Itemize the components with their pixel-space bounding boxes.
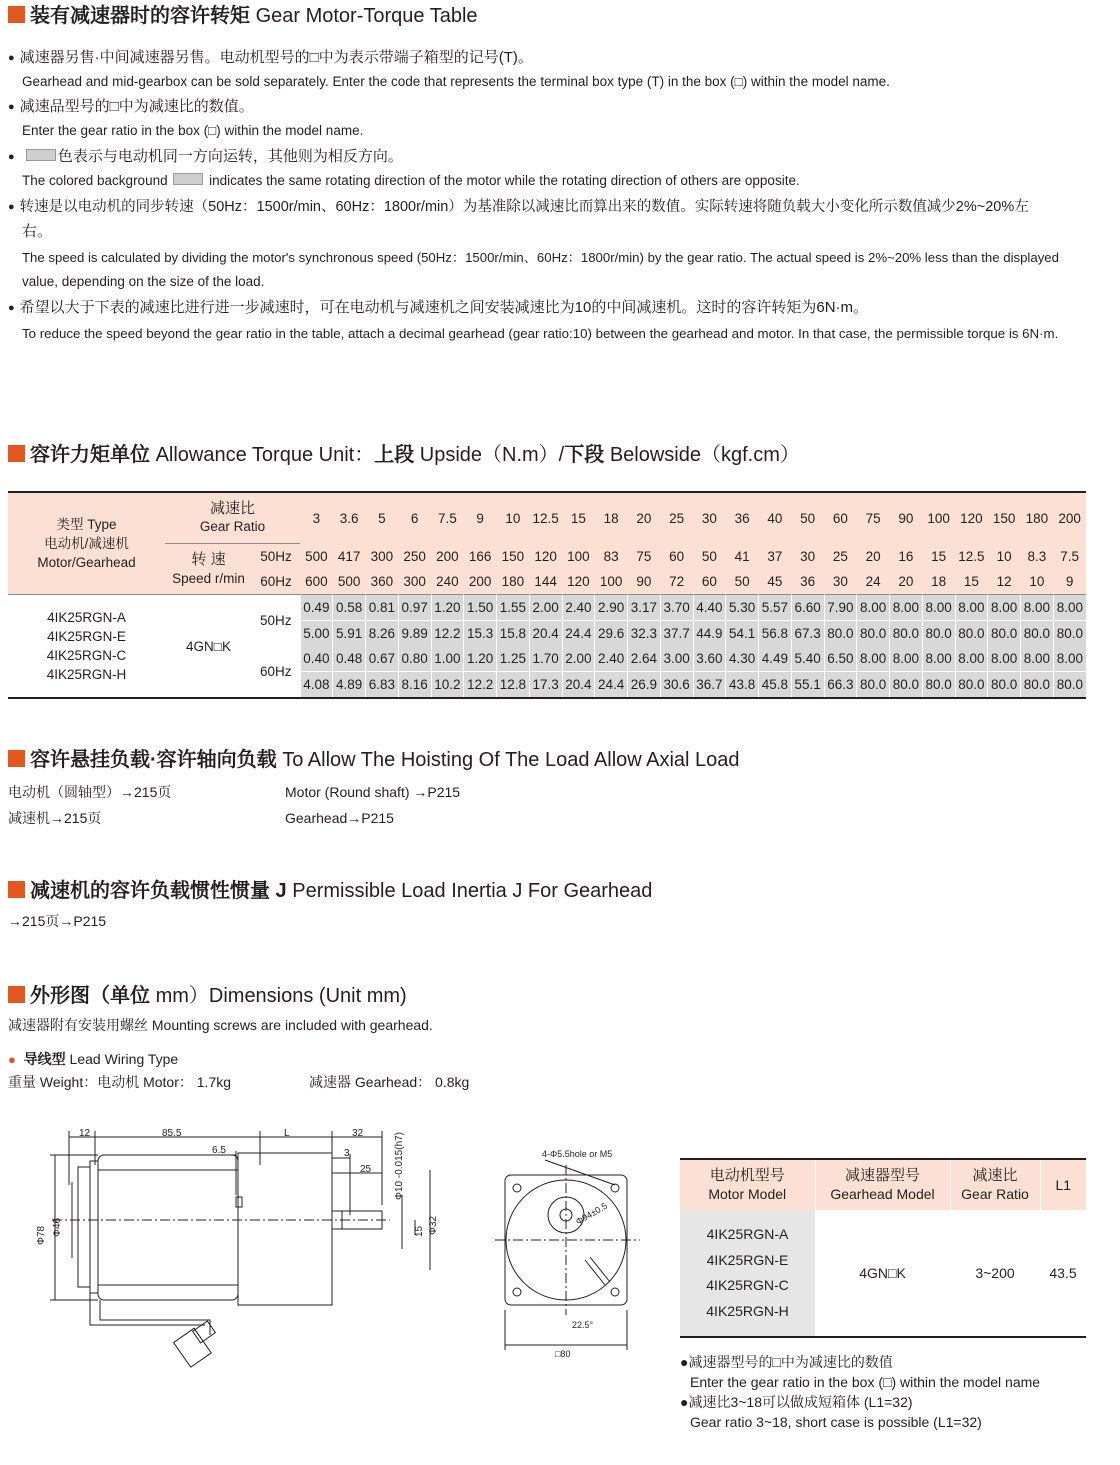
torque-cell: 5.57 [759,595,792,621]
torque-cell: 4.30 [726,646,759,672]
torque-cell: 17.3 [529,672,562,699]
torque-cell: 8.00 [1021,646,1054,672]
load-title: 容许悬挂负载·容许轴向负载 To Allow The Hoisting Of The Load Allow Axial Load [8,748,740,772]
dim-15-label: 15 [414,1225,425,1237]
ratio-cell: 10 [497,492,530,544]
torque-cell: 0.97 [398,595,431,621]
torque-cell: 8.00 [988,646,1021,672]
dim-phi78-label: Φ78 [36,1225,47,1245]
torque-cell: 8.00 [922,595,955,621]
torque-cell: 6.50 [824,646,857,672]
speed-cell: 60 [660,544,693,570]
torque-cell: 37.7 [660,621,693,647]
same-direction-swatch [26,149,56,161]
gear-ref-cn: 减速机→215页 [8,810,102,826]
torque-cell: 8.00 [1021,595,1054,621]
l1-value: 43.5 [1040,1210,1086,1337]
torque-cell: 5.40 [791,646,824,672]
speed-cell: 12.5 [955,544,988,570]
ratio-cell: 18 [595,492,628,544]
speed-cell: 417 [333,544,366,570]
torque-cell: 24.4 [595,672,628,699]
type-header: 类型 Type 电动机/减速机 Motor/Gearhead [8,492,165,595]
torque-cell: 66.3 [824,672,857,699]
speed-cell: 240 [431,569,464,595]
dim-phi32-label: Φ32 [428,1215,439,1235]
ratio-cell: 12.5 [529,492,562,544]
torque-cell: 1.20 [431,595,464,621]
freq-50hz-label: 50Hz [252,544,300,570]
note-5-cn: ● 希望以大于下表的减速比进行进一步减速时，可在电动机与减速机之间安装减速比为10的中间减速机。这时的容许转矩为6N·m。 [8,298,868,318]
torque-cell: 55.1 [791,672,824,699]
speed-cell: 72 [660,569,693,595]
torque-cell: 0.48 [333,646,366,672]
torque-cell: 80.0 [1021,672,1054,699]
torque-cell: 80.0 [1053,621,1086,647]
torque-cell: 0.49 [300,595,333,621]
speed-cell: 300 [366,544,399,570]
speed-cell: 37 [759,544,792,570]
freq-60hz-label: 60Hz [252,569,300,595]
weight-gearhead: 减速器 Gearhead： 0.8kg [309,1074,470,1090]
gearhead-model-header: 减速器型号 Gearhead Model [815,1159,950,1210]
torque-cell: 2.64 [628,646,661,672]
torque-cell: 1.25 [497,646,530,672]
torque-cell: 8.00 [955,595,988,621]
motor-ref-en: Motor (Round shaft) →P215 [285,784,461,800]
torque-cell: 80.0 [1053,672,1086,699]
ratio-cell: 15 [562,492,595,544]
note-3-en: The colored background indicates the same rotating direction of the motor while the rotating direction of others are opposite. [22,173,800,188]
note-4-en-cont: value, depending on the size of the load. [22,274,265,289]
torque-cell: 0.67 [366,646,399,672]
torque-cell: 8.26 [366,621,399,647]
note-4-cn: ● 转速是以电动机的同步转速（50Hz：1500r/min、60Hz：1800r/min）为基准除以减速比而算出来的数值。实际转速将随负载大小变化所示数值减少2%~20%左 [8,197,1029,217]
dim-L-label: L [284,1128,290,1139]
ratio-cell: 30 [693,492,726,544]
speed-cell: 90 [628,569,661,595]
torque-cell: 3.70 [660,595,693,621]
inertia-ref: →215页→P215 [8,913,107,929]
square-80-label: □80 [555,1349,571,1359]
speed-cell: 250 [398,544,431,570]
torque-cell: 0.81 [366,595,399,621]
torque-cell: 15.8 [497,621,530,647]
torque-table [8,491,1086,699]
speed-cell: 20 [857,544,890,570]
torque-cell: 44.9 [693,621,726,647]
torque-cell: 8.00 [857,646,890,672]
torque-cell: 80.0 [890,672,923,699]
speed-cell: 8.3 [1021,544,1054,570]
note-3-cn: ● 色表示与电动机同一方向运转，其他则为相反方向。 [8,147,403,167]
speed-cell: 83 [595,544,628,570]
ratio-cell: 200 [1053,492,1086,544]
ratio-cell: 60 [824,492,857,544]
dim-6-5-label: 6.5 [212,1145,226,1156]
ratio-cell: 3 [300,492,333,544]
torque-cell: 0.40 [300,646,333,672]
ratio-cell: 5 [366,492,399,544]
same-direction-swatch [173,173,203,185]
torque-cell: 67.3 [791,621,824,647]
speed-cell: 144 [529,569,562,595]
torque-cell: 80.0 [857,621,890,647]
torque-cell: 32.3 [628,621,661,647]
note-1-cn: ● 减速器另售·中间减速器另售。电动机型号的□中为表示带端子箱型的记号(T)。 [8,48,533,68]
section-marker-icon [8,750,25,767]
ratio-cell: 90 [890,492,923,544]
torque-cell: 3.00 [660,646,693,672]
dim-32-label: 32 [352,1128,364,1139]
speed-cell: 18 [922,569,955,595]
section-marker-icon [8,881,25,898]
gear-ref-en: Gearhead→P215 [285,810,394,826]
torque-cell: 2.40 [595,646,628,672]
torque-cell: 12.8 [497,672,530,699]
phi94-label: Φ94±0.5 [574,1200,610,1227]
ratio-cell: 6 [398,492,431,544]
dim-note-1-cn: ●减速器型号的□中为减速比的数值 [680,1354,893,1370]
gear-ratio-value: 3~200 [950,1210,1040,1337]
speed-header: 转 速 Speed r/min [165,544,252,595]
dim-note-2-en: Gear ratio 3~18, short case is possible (L1=32) [690,1414,982,1430]
speed-cell: 30 [824,569,857,595]
speed-cell: 500 [333,569,366,595]
torque-cell: 8.00 [890,646,923,672]
torque-cell: 26.9 [628,672,661,699]
speed-cell: 10 [988,544,1021,570]
screws-note: 减速器附有安装用螺丝 Mounting screws are included with gearhead. [8,1017,433,1033]
dim-25-label: 25 [360,1164,372,1175]
motor-ref-cn: 电动机（圆轴型）→215页 [8,784,172,800]
torque-cell: 4.08 [300,672,333,699]
torque-cell: 6.83 [366,672,399,699]
torque-cell: 1.55 [497,595,530,621]
torque-cell: 4.49 [759,646,792,672]
torque-cell: 10.2 [431,672,464,699]
speed-cell: 7.5 [1053,544,1086,570]
speed-cell: 360 [366,569,399,595]
torque-cell: 2.00 [562,646,595,672]
dim-note-1-en: Enter the gear ratio in the box (□) within the model name [690,1374,1041,1390]
speed-cell: 75 [628,544,661,570]
ratio-cell: 50 [791,492,824,544]
torque-cell: 80.0 [922,621,955,647]
torque-cell: 30.6 [660,672,693,699]
speed-cell: 10 [1021,569,1054,595]
freq-50hz-label: 50Hz [259,613,292,628]
torque-cell: 80.0 [1021,621,1054,647]
torque-cell: 24.4 [562,621,595,647]
weight-motor: 重量 Weight：电动机 Motor： 1.7kg [8,1074,232,1090]
model-list: 4IK25RGN-A 4IK25RGN-E 4IK25RGN-C 4IK25RGN-H [8,595,165,699]
lead-wiring-type: ● 导线型 Lead Wiring Type [8,1051,179,1067]
front-view-drawing [490,1145,660,1365]
torque-cell: 8.00 [857,595,890,621]
speed-cell: 60 [693,569,726,595]
speed-cell: 20 [890,569,923,595]
ratio-cell: 120 [955,492,988,544]
ratio-cell: 20 [628,492,661,544]
note-5-en: To reduce the speed beyond the gear ratio in the table, attach a decimal gearhead (gear ratio:10) between the gearhead and motor. In that case, the permissible torque is 6N·m. [22,326,1059,341]
torque-cell: 20.4 [529,621,562,647]
ratio-cell: 25 [660,492,693,544]
torque-cell: 36.7 [693,672,726,699]
torque-cell: 80.0 [955,621,988,647]
torque-cell: 8.00 [1053,595,1086,621]
torque-cell: 4.89 [333,672,366,699]
speed-cell: 600 [300,569,333,595]
torque-cell: 1.20 [464,646,497,672]
torque-cell: 2.90 [595,595,628,621]
section-marker-icon [8,986,25,1003]
l1-header: L1 [1040,1159,1086,1210]
torque-cell: 0.80 [398,646,431,672]
ratio-cell: 75 [857,492,890,544]
ratio-cell: 7.5 [431,492,464,544]
ratio-cell: 40 [759,492,792,544]
note-1-en: Gearhead and mid-gearbox can be sold separately. Enter the code that represents the terminal box type (T) in the box (□) within the model name. [22,74,890,89]
torque-cell: 6.60 [791,595,824,621]
torque-cell: 0.58 [333,595,366,621]
dim-3-label: 3 [344,1148,350,1159]
hole-label: 4-Φ5.5hole or M5 [542,1149,613,1159]
note-2-cn: ● 减速品型号的□中为减速比的数值。 [8,97,254,117]
torque-cell: 5.91 [333,621,366,647]
angle-label: 22.5° [572,1320,594,1330]
note-4-cn-cont: 右。 [22,223,53,240]
gear-ratio-header: 减速比 Gear Ratio [950,1159,1040,1210]
torque-cell: 15.3 [464,621,497,647]
torque-cell: 80.0 [824,621,857,647]
gearhead-model-value: 4GN□K [815,1210,950,1337]
note-2-en: Enter the gear ratio in the box (□) within the model name. [22,123,364,138]
torque-cell: 45.8 [759,672,792,699]
torque-cell: 1.50 [464,595,497,621]
speed-cell: 25 [824,544,857,570]
bullet-icon: ● [8,1052,16,1067]
gear-torque-title: 装有减速器时的容许转矩 Gear Motor-Torque Table [8,4,478,28]
speed-cell: 30 [791,544,824,570]
inertia-title: 减速机的容许负载惯性惯量 J Permissible Load Inertia J For Gearhead [8,879,652,903]
speed-cell: 150 [497,544,530,570]
ratio-cell: 100 [922,492,955,544]
speed-cell: 45 [759,569,792,595]
section-marker-icon [8,6,25,23]
torque-cell: 4.40 [693,595,726,621]
torque-cell: 29.6 [595,621,628,647]
ratio-cell: 180 [1021,492,1054,544]
torque-cell: 3.60 [693,646,726,672]
speed-cell: 200 [464,569,497,595]
torque-cell: 80.0 [857,672,890,699]
torque-cell: 80.0 [890,621,923,647]
speed-cell: 100 [595,569,628,595]
torque-cell: 7.90 [824,595,857,621]
speed-cell: 100 [562,544,595,570]
motor-model-header: 电动机型号 Motor Model [680,1159,815,1210]
torque-cell: 8.00 [955,646,988,672]
ratio-cell: 150 [988,492,1021,544]
speed-cell: 36 [791,569,824,595]
torque-cell: 80.0 [988,672,1021,699]
torque-cell: 1.00 [431,646,464,672]
speed-cell: 12 [988,569,1021,595]
speed-cell: 50 [726,569,759,595]
speed-cell: 300 [398,569,431,595]
dim-12-label: 12 [79,1128,91,1139]
dim-note-2-cn: ●减速比3~18可以做成短箱体 (L1=32) [680,1394,913,1410]
torque-cell: 2.00 [529,595,562,621]
speed-cell: 180 [497,569,530,595]
note-4-en: The speed is calculated by dividing the motor's synchronous speed (50Hz：1500r/min、60Hz：1800r/min) by the gear ratio. The actual speed is 2%~20% less than the displayed [22,250,1059,265]
speed-cell: 500 [300,544,333,570]
speed-cell: 166 [464,544,497,570]
speed-cell: 16 [890,544,923,570]
torque-cell: 8.00 [922,646,955,672]
speed-cell: 9 [1053,569,1086,595]
gearhead-model: 4GN□K [165,595,252,699]
torque-cell: 2.40 [562,595,595,621]
torque-cell: 80.0 [988,621,1021,647]
torque-cell: 80.0 [955,672,988,699]
speed-cell: 120 [562,569,595,595]
ratio-cell: 9 [464,492,497,544]
torque-cell: 8.00 [890,595,923,621]
torque-cell: 8.00 [988,595,1021,621]
speed-cell: 120 [529,544,562,570]
torque-cell: 56.8 [759,621,792,647]
dim-85-label: 85.5 [162,1128,182,1139]
motor-model-list: 4IK25RGN-A 4IK25RGN-E 4IK25RGN-C 4IK25RGN-H [680,1210,815,1337]
torque-cell: 5.30 [726,595,759,621]
torque-cell: 9.89 [398,621,431,647]
torque-cell: 12.2 [431,621,464,647]
section-marker-icon [8,445,25,462]
speed-cell: 15 [922,544,955,570]
torque-cell: 8.00 [1053,646,1086,672]
torque-cell: 54.1 [726,621,759,647]
torque-cell: 1.70 [529,646,562,672]
dimensions-title: 外形图（单位 mm）Dimensions (Unit mm) [8,984,407,1008]
ratio-cell: 3.6 [333,492,366,544]
freq-60hz-label: 60Hz [252,646,300,698]
torque-cell: 5.00 [300,621,333,647]
speed-cell: 15 [955,569,988,595]
dimension-model-table [680,1158,1086,1338]
speed-cell: 50 [693,544,726,570]
torque-cell: 3.17 [628,595,661,621]
torque-cell: 8.16 [398,672,431,699]
ratio-cell: 36 [726,492,759,544]
torque-cell: 80.0 [922,672,955,699]
torque-cell: 43.8 [726,672,759,699]
side-view-drawing [30,1125,450,1385]
allowance-torque-title: 容许力矩单位 Allowance Torque Unit：上段 Upside（N.m）/下段 Belowside（kgf.cm） [8,443,800,467]
speed-cell: 41 [726,544,759,570]
dim-phi46-label: Φ46 [52,1217,63,1237]
torque-cell: 20.4 [562,672,595,699]
dim-phi10-label: Φ10 -0.015(h7) [394,1131,405,1200]
torque-cell: 12.2 [464,672,497,699]
speed-cell: 24 [857,569,890,595]
speed-cell: 200 [431,544,464,570]
gear-ratio-header: 减速比 Gear Ratio [165,492,300,544]
